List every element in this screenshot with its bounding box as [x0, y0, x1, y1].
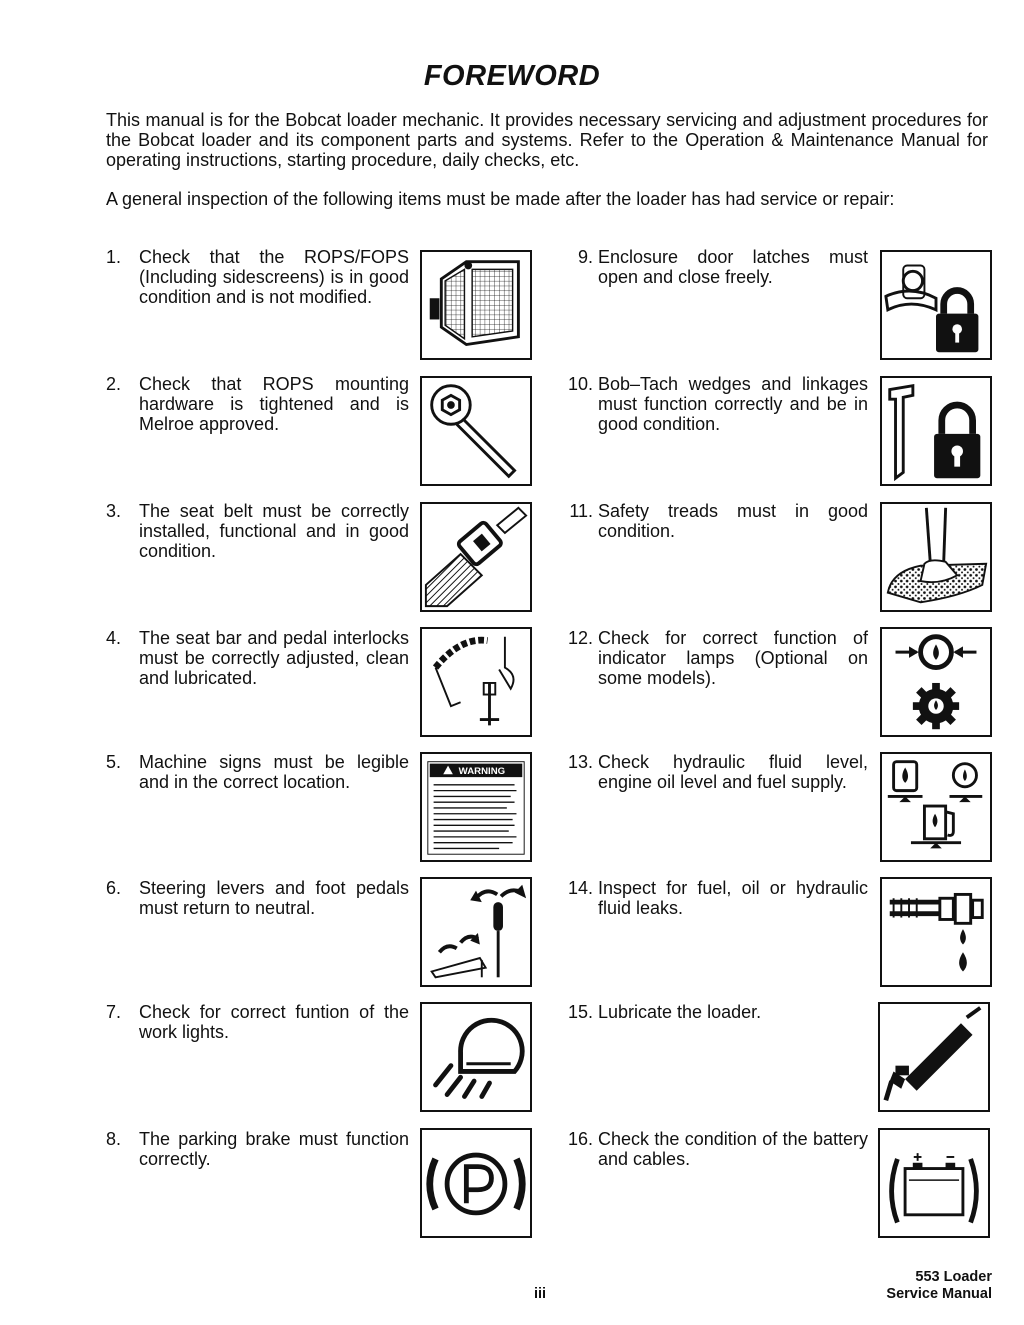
item-number: 2.: [106, 374, 122, 394]
footer-manual: Service Manual: [886, 1286, 992, 1302]
warning-sign-icon: [420, 752, 532, 862]
item-text: Inspect for fuel, oil or hydraulic fluid leaks.: [598, 878, 868, 918]
item-text: The seat belt must be correctly installed, functional and in good condition.: [139, 501, 409, 561]
item-number: 7.: [106, 1002, 122, 1022]
item-number: 15.: [567, 1002, 593, 1022]
item-text: Check for correct funtion of the work lights.: [139, 1002, 409, 1042]
work-light-icon: [420, 1002, 532, 1112]
item-text: Check hydraulic fluid level, engine oil level and fuel supply.: [598, 752, 868, 792]
item-number: 9.: [577, 247, 593, 267]
item-number: 5.: [106, 752, 122, 772]
item-number: 10.: [567, 374, 593, 394]
item-number: 12.: [567, 628, 593, 648]
inspection-intro: A general inspection of the following items must be made after the loader has had service or repair:: [106, 189, 895, 209]
grease-gun-icon: [878, 1002, 990, 1112]
footer-manual-title: [886, 1269, 992, 1303]
fluid-levels-icon: [880, 752, 992, 862]
item-number: 13.: [567, 752, 593, 772]
footer-model: 553 Loader: [915, 1269, 992, 1285]
item-text: Lubricate the loader.: [598, 1002, 762, 1022]
item-number: 1.: [106, 247, 122, 267]
item-number: 8.: [106, 1129, 122, 1149]
steering-levers-icon: [420, 877, 532, 987]
item-text: Bob–Tach wedges and linkages must function correctly and be in good condition.: [598, 374, 868, 434]
page-number: iii: [533, 1286, 547, 1302]
item-text: Machine signs must be legible and in the correct location.: [139, 752, 409, 792]
hose-leak-icon: [880, 877, 992, 987]
item-text: The parking brake must function correctly.: [139, 1129, 409, 1169]
item-number: 14.: [567, 878, 593, 898]
item-text: Check that the ROPS/FOPS (Including sidescreens) is in good condition and is not modified.: [139, 247, 409, 307]
indicator-lamps-icon: [880, 627, 992, 737]
item-text: Safety treads must in good condition.: [598, 501, 868, 541]
item-text: Check that ROPS mounting hardware is tightened and is Melroe approved.: [139, 374, 409, 434]
seat-belt-icon: [420, 502, 532, 612]
item-text: The seat bar and pedal interlocks must be correctly adjusted, clean and lubricated.: [139, 628, 409, 688]
item-text: Check the condition of the battery and cables.: [598, 1129, 868, 1169]
rops-cab-icon: [420, 250, 532, 360]
item-text: Check for correct function of indicator lamps (Optional on some models).: [598, 628, 868, 688]
item-number: 6.: [106, 878, 122, 898]
item-text: Steering levers and foot pedals must return to neutral.: [139, 878, 409, 918]
safety-tread-icon: [880, 502, 992, 612]
item-number: 11.: [569, 501, 593, 521]
item-number: 16.: [567, 1129, 593, 1149]
parking-brake-icon: [420, 1128, 532, 1238]
bob-tach-wedge-icon: [880, 376, 992, 486]
item-number: 3.: [106, 501, 122, 521]
item-number: 4.: [106, 628, 122, 648]
page-title: FOREWORD: [423, 60, 601, 92]
seat-bar-icon: [420, 627, 532, 737]
door-latch-icon: [880, 250, 992, 360]
item-text: Enclosure door latches must open and close freely.: [598, 247, 868, 287]
intro-paragraph: This manual is for the Bobcat loader mechanic. It provides necessary servicing and adjustment procedures for the Bobcat loader and its component parts and systems. Refer to the Operation & Maintenance Manual for operating instructions, starting procedure, daily checks, etc.: [106, 110, 988, 170]
warning-label-text: WARNING: [458, 766, 506, 778]
wrench-icon: [420, 376, 532, 486]
battery-icon: [878, 1128, 990, 1238]
